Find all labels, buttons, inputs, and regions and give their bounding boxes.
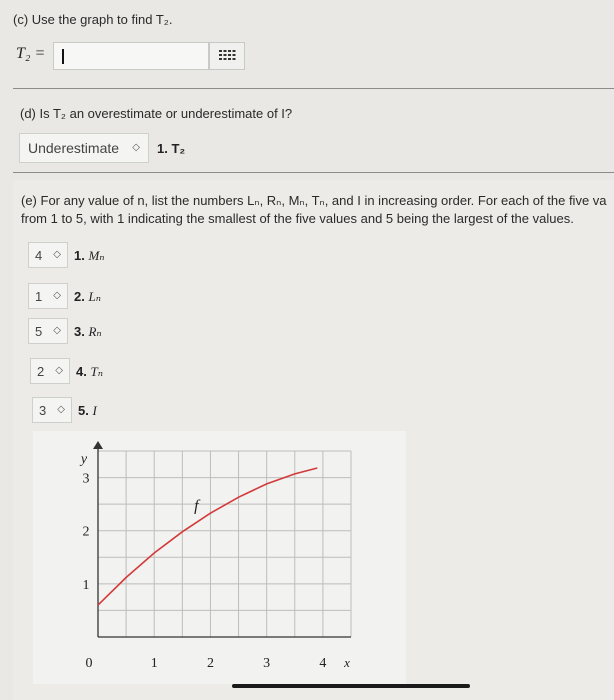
part-e-prompt-line1: (e) For any value of n, list the numbers Lₙ, Rₙ, Mₙ, Tₙ, and I in increasing order. For each of the five va xyxy=(21,193,607,208)
rank-item-label: 4. Tₙ xyxy=(76,364,103,379)
x-tick-label: 3 xyxy=(263,656,271,671)
chevron-updown-icon: ◇ xyxy=(53,290,61,301)
chevron-updown-icon: ◇ xyxy=(55,365,63,376)
rank-item-label: 5. I xyxy=(78,403,97,418)
x-tick-label: 1 xyxy=(150,656,158,671)
y-tick-label: 1 xyxy=(82,577,90,593)
y-axis-label: y xyxy=(80,452,88,467)
y-axis-arrow-icon xyxy=(93,441,103,449)
chevron-updown-icon: ◇ xyxy=(57,404,65,415)
y-tick-label: 2 xyxy=(82,524,90,540)
keypad-button[interactable] xyxy=(209,42,245,70)
rank-select-value: 2 xyxy=(37,363,45,379)
chevron-updown-icon: ◇ xyxy=(132,142,140,153)
curve-label: f xyxy=(194,497,199,515)
x-axis-label: x xyxy=(344,655,350,670)
rank-select-value: 5 xyxy=(35,323,43,339)
part-e-prompt-line2: from 1 to 5, with 1 indicating the smallest of the five values and 5 being the largest of the values. xyxy=(21,211,574,226)
t2-input-label: T₂ = xyxy=(16,45,46,62)
t2-answer-input[interactable] xyxy=(53,42,209,70)
rank-item-label: 1. Mₙ xyxy=(74,248,105,263)
y-tick-label: 3 xyxy=(82,471,90,487)
estimate-select[interactable] xyxy=(19,133,149,163)
rank-select[interactable] xyxy=(28,318,68,344)
x-tick-label: 4 xyxy=(319,656,327,671)
rank-item-label: 2. Lₙ xyxy=(74,289,101,304)
home-indicator xyxy=(232,684,470,688)
rank-select[interactable] xyxy=(28,242,68,268)
estimate-select-value: Underestimate xyxy=(28,140,120,156)
rank-select[interactable] xyxy=(28,283,68,309)
rank-select-value: 3 xyxy=(39,402,47,418)
divider xyxy=(13,172,614,173)
part-c-prompt: (c) Use the graph to find T₂. xyxy=(13,12,173,27)
estimate-item-label: 1. T₂ xyxy=(157,141,186,156)
rank-select-value: 4 xyxy=(35,247,43,263)
chevron-updown-icon: ◇ xyxy=(53,325,61,336)
part-d-prompt: (d) Is T₂ an overestimate or underestimate of I? xyxy=(20,106,293,121)
text-caret xyxy=(62,49,64,64)
x-tick-label: 2 xyxy=(206,656,214,671)
keypad-icon xyxy=(218,49,236,63)
rank-select[interactable] xyxy=(30,358,70,384)
graph-panel xyxy=(33,431,406,684)
chevron-updown-icon: ◇ xyxy=(53,249,61,260)
rank-select[interactable] xyxy=(32,397,72,423)
divider xyxy=(13,88,614,89)
graph-chart xyxy=(33,431,406,684)
rank-select-value: 1 xyxy=(35,288,43,304)
curve-f xyxy=(98,468,317,605)
x-tick-label: 0 xyxy=(85,656,93,671)
rank-item-label: 3. Rₙ xyxy=(74,324,102,339)
